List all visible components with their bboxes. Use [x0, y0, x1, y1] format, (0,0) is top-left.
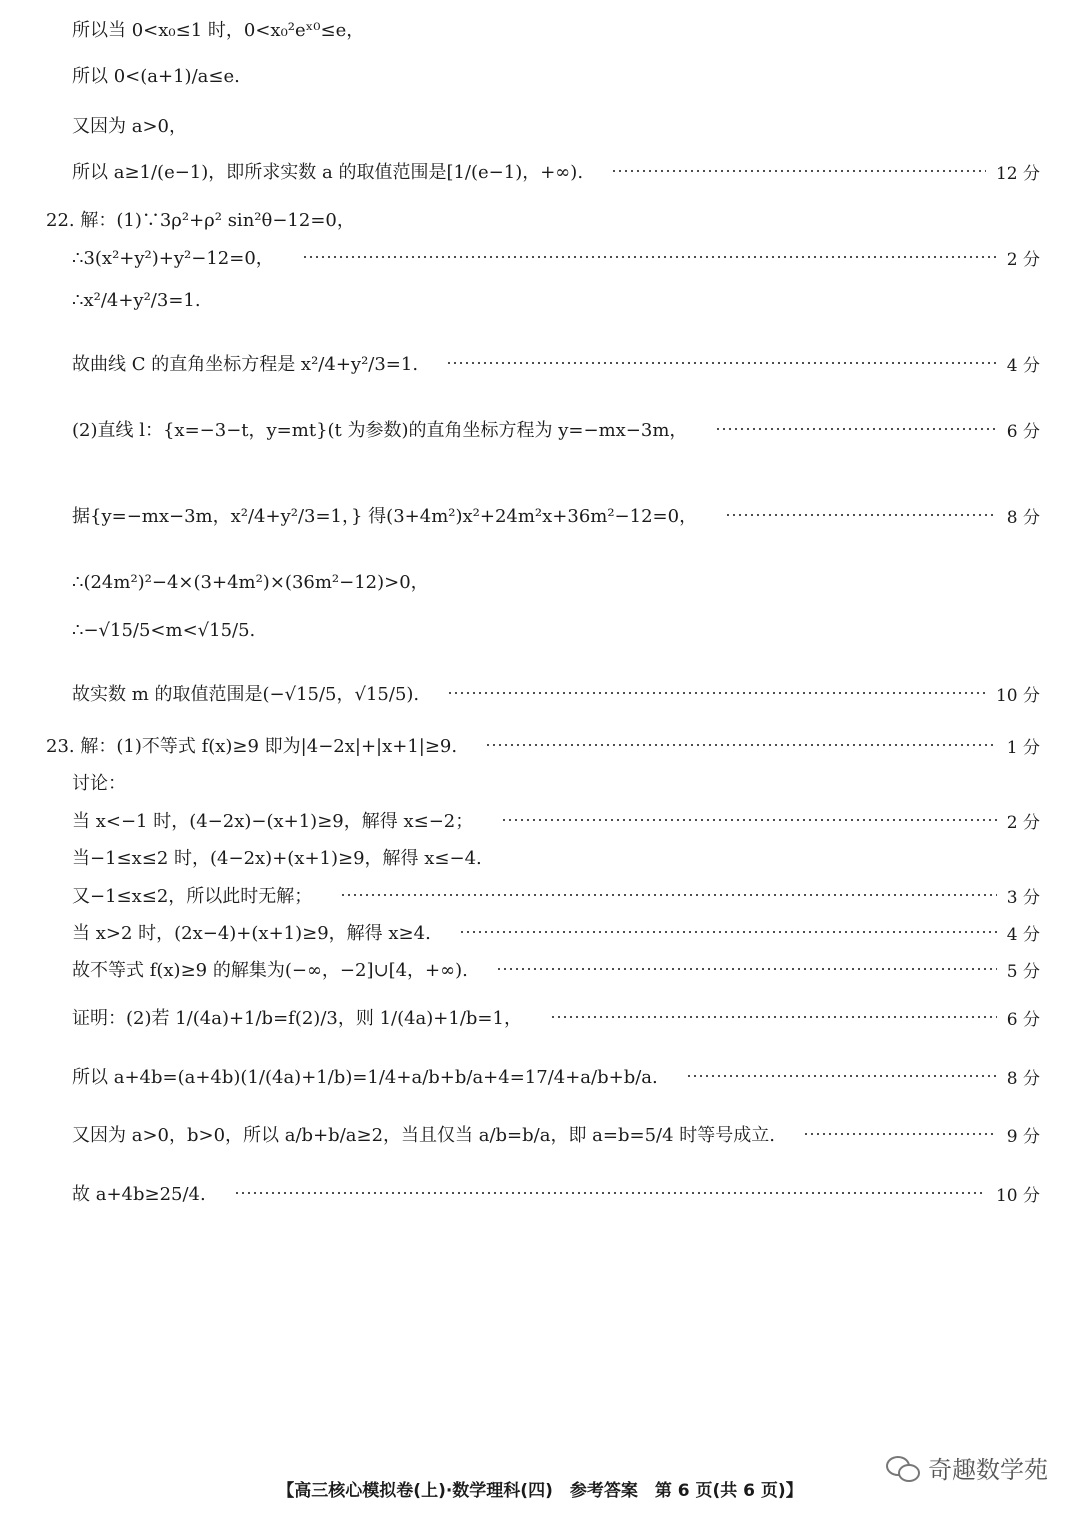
leader-dots [234, 1192, 986, 1194]
answer-text: ∴3(x²+y²)+y²−12=0， [72, 248, 274, 269]
answer-line [72, 568, 1040, 594]
answer-line [72, 680, 1040, 706]
answer-line [72, 290, 1040, 311]
answer-text: ∴x²/4+y²/3=1. [72, 290, 201, 311]
answer-line [72, 882, 1040, 908]
score-label: 1 分 [1006, 737, 1040, 758]
leader-dots [446, 362, 997, 364]
answer-text: 所以 a+4b=(a+4b)(1/(4a)+1/b)=1/4+a/b+b/a+4=17/4+a/b+b/a. [72, 1067, 658, 1088]
leader-dots [715, 428, 996, 430]
answer-text: 当−1≤x≤2 时，(4−2x)+(x+1)≥9，解得 x≤−4. [72, 848, 482, 869]
answer-text: 讨论： [72, 773, 126, 794]
answer-line [46, 732, 1040, 758]
answer-text: 据{y=−mx−3m，x²/4+y²/3=1，} 得(3+4m²)x²+24m²x+36m²−12=0， [72, 506, 698, 527]
answer-text: 故不等式 f(x)≥9 的解集为(−∞，−2]∪[4，+∞). [72, 960, 468, 981]
leader-dots [459, 931, 997, 933]
answer-text: 证明：(2)若 1/(4a)+1/b=f(2)/3，则 1/(4a)+1/b=1， [72, 1008, 522, 1029]
leader-dots [302, 256, 997, 258]
score-label: 4 分 [1006, 924, 1040, 945]
answer-line [72, 769, 1040, 795]
score-label: 6 分 [1006, 421, 1040, 442]
score-label: 6 分 [1006, 1009, 1040, 1030]
answer-line [72, 502, 1040, 528]
answer-text: 故实数 m 的取值范围是(−√15/5，√15/5). [72, 684, 420, 705]
leader-dots [447, 692, 986, 694]
page-footer: 【高三核心模拟卷(上)·数学理科(四) 参考答案 第 6 页(共 6 页)】 [277, 1481, 803, 1501]
answer-text: ∴(24m²)²−4×(3+4m²)×(36m²−12)>0， [72, 572, 429, 593]
wechat-icon [886, 1454, 920, 1482]
score-label: 12 分 [995, 163, 1040, 184]
answer-text: 所以当 0<x₀≤1 时，0<x₀²eˣ⁰≤e， [72, 20, 365, 41]
score-label: 2 分 [1006, 249, 1040, 270]
answer-line [72, 844, 1040, 870]
answer-line [72, 1121, 1040, 1147]
answer-line [72, 158, 1040, 184]
leader-dots [550, 1016, 997, 1018]
score-label: 10 分 [995, 685, 1040, 706]
leader-dots [501, 819, 997, 821]
score-label: 2 分 [1006, 812, 1040, 833]
answer-line [72, 919, 1040, 945]
answer-line [72, 956, 1040, 982]
answer-line [46, 206, 1040, 232]
answer-text: 故 a+4b≥25/4. [72, 1184, 206, 1205]
answer-text: 当 x<−1 时，(4−2x)−(x+1)≥9，解得 x≤−2； [72, 811, 474, 832]
answer-text: 22. 解：(1)∵3ρ²+ρ² sin²θ−12=0， [46, 210, 355, 231]
answer-line [72, 350, 1040, 376]
score-label: 8 分 [1006, 1068, 1040, 1089]
leader-dots [803, 1133, 997, 1135]
leader-dots [686, 1075, 997, 1077]
score-label: 9 分 [1006, 1126, 1040, 1147]
answer-line [72, 1180, 1040, 1206]
answer-line [72, 62, 1040, 88]
answer-line [72, 620, 1040, 641]
score-label: 3 分 [1006, 887, 1040, 908]
leader-dots [340, 894, 996, 896]
answer-text: 当 x>2 时，(2x−4)+(x+1)≥9，解得 x≥4. [72, 923, 431, 944]
leader-dots [496, 968, 997, 970]
answer-text: 故曲线 C 的直角坐标方程是 x²/4+y²/3=1. [72, 354, 419, 375]
leader-dots [485, 744, 997, 746]
answer-text: 又−1≤x≤2，所以此时无解； [72, 886, 313, 907]
answer-line [72, 1004, 1040, 1030]
answer-text: 所以 a≥1/(e−1)，即所求实数 a 的取值范围是[1/(e−1)，+∞). [72, 162, 584, 183]
answer-line [72, 244, 1040, 270]
score-label: 8 分 [1006, 507, 1040, 528]
score-label: 4 分 [1006, 355, 1040, 376]
answer-text: 又因为 a>0，b>0，所以 a/b+b/a≥2，当且仅当 a/b=b/a，即 a=b=5/4 时等号成立. [72, 1125, 776, 1146]
answer-line [72, 807, 1040, 833]
watermark-text: 奇趣数学苑 [928, 1456, 1048, 1484]
score-label: 5 分 [1006, 961, 1040, 982]
answer-text: ∴−√15/5<m<√15/5. [72, 620, 256, 641]
leader-dots [725, 514, 997, 516]
answer-line [72, 416, 1040, 442]
answer-line [72, 1063, 1040, 1089]
answer-text: (2)直线 l：{x=−3−t，y=mt}(t 为参数)的直角坐标方程为 y=−mx−3m， [72, 420, 688, 441]
answer-line [72, 16, 1040, 42]
answer-line [72, 112, 1040, 138]
answer-text: 23. 解：(1)不等式 f(x)≥9 即为|4−2x|+|x+1|≥9. [46, 736, 458, 757]
answer-text: 又因为 a>0， [72, 116, 187, 137]
leader-dots [611, 170, 986, 172]
score-label: 10 分 [995, 1185, 1040, 1206]
answer-text: 所以 0<(a+1)/a≤e. [72, 66, 240, 87]
watermark [886, 1450, 1048, 1485]
